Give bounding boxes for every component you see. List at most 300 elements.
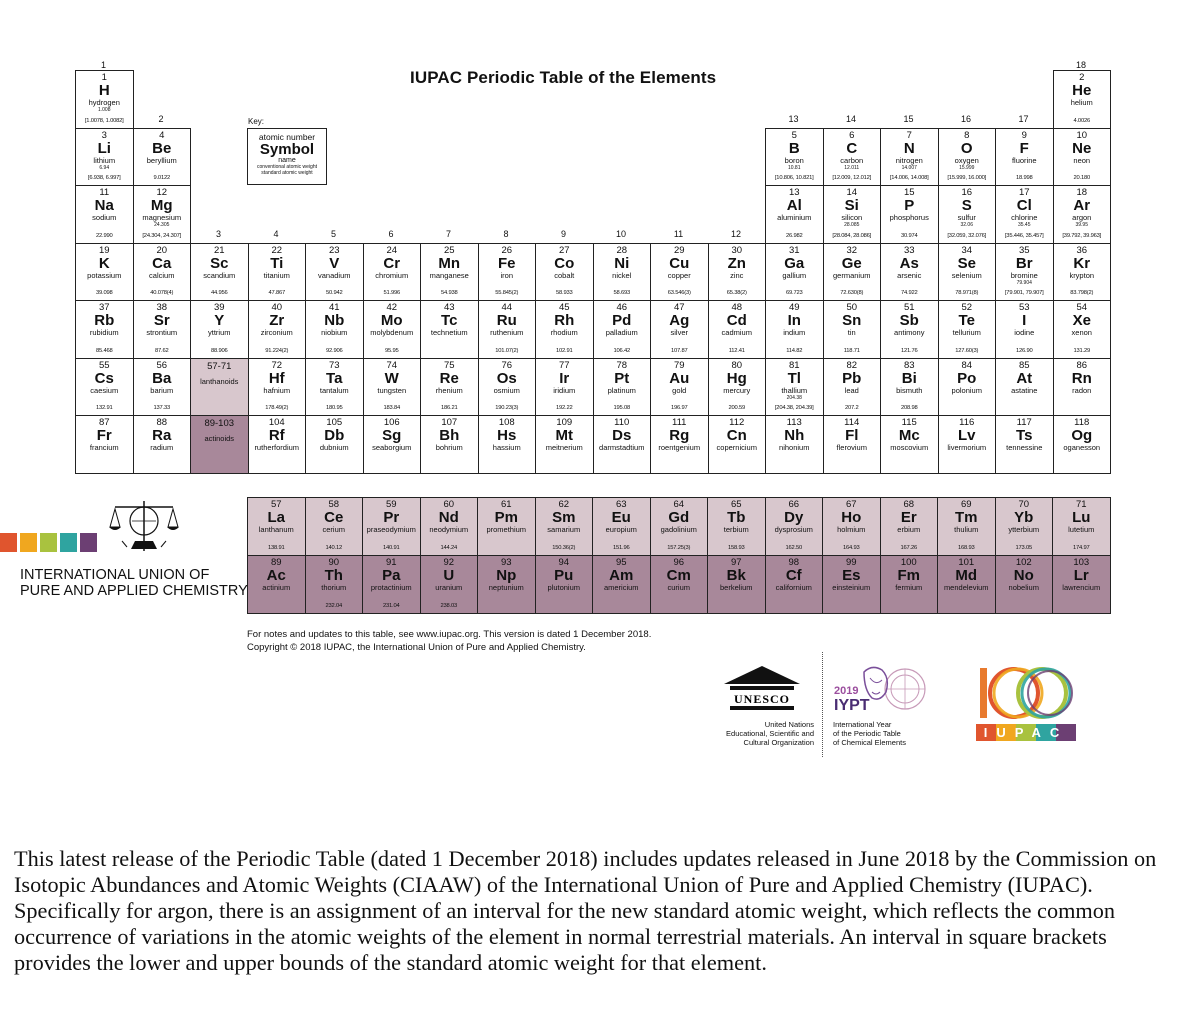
conventional-weight: 14.007 [901, 164, 917, 171]
element-name: californium [775, 583, 812, 592]
atomic-number: 26 [501, 244, 513, 256]
element-symbol: Cm [666, 567, 691, 584]
element-cell-tm [937, 497, 996, 556]
atomic-number: 111 [672, 417, 687, 428]
element-name: praseodymium [366, 525, 416, 534]
atomic-number: 77 [558, 359, 570, 371]
element-cell-rg [650, 415, 709, 474]
unesco-logo [700, 662, 820, 718]
element-symbol: Al [786, 197, 802, 214]
element-symbol: Si [844, 197, 859, 214]
element-name: phosphorus [889, 213, 929, 222]
element-symbol: Ce [324, 509, 344, 526]
atomic-number: 112 [729, 417, 745, 428]
element-name: hassium [492, 443, 521, 452]
element-symbol: Bi [901, 369, 917, 387]
atomic-number: 76 [501, 359, 513, 371]
element-symbol: Po [957, 369, 977, 387]
element-name: europium [605, 525, 637, 534]
atomic-weight: 131.29 [1073, 347, 1091, 354]
atomic-number: 3 [101, 129, 107, 141]
atomic-weight: 186.21 [440, 405, 458, 411]
atomic-number: 85 [1018, 359, 1030, 371]
element-symbol: Np [496, 567, 517, 584]
element-symbol: Zn [727, 254, 746, 272]
atomic-number: 59 [385, 499, 397, 510]
atomic-weight: 114.82 [786, 347, 803, 354]
atomic-weight: [1.0078, 1.0082] [84, 117, 124, 124]
element-name: francium [89, 443, 119, 452]
group-label-7: 7 [445, 229, 451, 239]
group-label-13: 13 [788, 114, 799, 124]
element-cell-nb [305, 300, 364, 359]
element-cell-hs [478, 415, 537, 474]
element-name: rubidium [89, 328, 119, 337]
element-symbol: I [1022, 312, 1027, 329]
atomic-number: 6 [849, 129, 855, 141]
element-symbol: Db [324, 427, 345, 444]
element-cell-pd [593, 300, 652, 359]
iypt-abbr: IYPT [834, 697, 870, 714]
element-symbol: Cn [726, 427, 747, 444]
atomic-number: 73 [328, 359, 340, 371]
strip-segment [60, 533, 77, 552]
element-name: dysprosium [774, 525, 813, 534]
atomic-weight: 192.22 [555, 405, 573, 411]
element-symbol: Pm [494, 509, 518, 526]
key-atomic-number: atomic number [258, 132, 316, 142]
atomic-number: 94 [558, 557, 570, 568]
atomic-weight: 39.098 [95, 290, 113, 296]
element-cell-al [765, 185, 824, 244]
iypt-logo [832, 662, 928, 718]
element-symbol: Sc [210, 254, 229, 272]
atomic-weight: 65.38(2) [726, 290, 747, 296]
element-name: tellurium [952, 328, 981, 337]
element-name: chromium [375, 270, 409, 280]
atomic-number: 46 [616, 302, 628, 313]
element-symbol: Re [439, 369, 459, 387]
element-cell-ge [823, 243, 882, 302]
element-name: scandium [203, 270, 236, 280]
element-name: fluorine [1011, 155, 1037, 165]
atomic-number: 17 [1018, 187, 1030, 198]
atomic-weight: 112.41 [728, 347, 745, 354]
element-name: boron [784, 155, 804, 165]
atomic-number: 74 [386, 359, 398, 371]
element-name: samarium [547, 525, 581, 534]
element-symbol: Cu [669, 254, 690, 272]
element-symbol: Xe [1072, 312, 1091, 329]
element-name: iron [500, 270, 513, 280]
element-symbol: Yb [1014, 509, 1034, 526]
atomic-weight: 47.867 [268, 290, 286, 296]
atomic-weight: 183.84 [383, 405, 401, 411]
element-symbol: Sm [552, 509, 576, 526]
atomic-number: 90 [328, 557, 340, 568]
element-name: hydrogen [88, 98, 120, 107]
element-cell-dy [765, 497, 824, 556]
element-cell-no [995, 555, 1054, 614]
iypt-line: of the Periodic Table [833, 729, 901, 738]
table-notes [247, 628, 651, 654]
iypt-year: 2019 [834, 685, 859, 697]
atomic-weight: 91.224(2) [265, 347, 289, 354]
atomic-number: 34 [961, 244, 973, 256]
atomic-weight: 78.971(8) [955, 290, 979, 296]
element-name: antimony [894, 328, 925, 337]
element-symbol: Nh [784, 427, 805, 444]
element-cell-te [938, 300, 997, 359]
atomic-number: 38 [156, 302, 168, 313]
atomic-number: 101 [958, 557, 975, 568]
element-name: darmstadtium [599, 443, 645, 452]
element-symbol: Br [1015, 254, 1033, 272]
atomic-number: 14 [846, 187, 858, 198]
element-name: lutetium [1068, 525, 1095, 534]
element-name: bohrium [435, 443, 463, 452]
element-symbol: Co [554, 254, 575, 272]
element-name: nitrogen [895, 155, 923, 165]
element-symbol: Cl [1016, 197, 1032, 214]
element-symbol: Pa [382, 567, 401, 584]
element-symbol: Au [669, 369, 690, 387]
atomic-number: 4 [159, 129, 165, 141]
element-cell-gd [650, 497, 709, 556]
atomic-number: 70 [1018, 499, 1030, 510]
atomic-number: 7 [906, 129, 912, 141]
element-cell-nd [420, 497, 479, 556]
element-cell-cf [765, 555, 824, 614]
atomic-weight: 138.91 [267, 544, 285, 551]
group-label-1: 1 [100, 60, 106, 70]
strip-segment [40, 533, 57, 552]
strip-segment [20, 533, 37, 552]
atomic-weight: 167.26 [900, 544, 918, 551]
element-name: technetium [430, 328, 468, 337]
element-name: ruthenium [490, 328, 524, 337]
element-cell-pr [362, 497, 421, 556]
atomic-weight: 144.24 [440, 544, 458, 551]
element-name: fermium [895, 583, 923, 592]
element-symbol: Lv [957, 427, 976, 444]
element-cell-pb [823, 358, 882, 417]
atomic-number: 109 [556, 417, 573, 428]
atomic-number: 55 [98, 359, 110, 371]
element-cell-na [75, 185, 134, 244]
element-cell-np [477, 555, 536, 614]
element-cell-ac [247, 555, 306, 614]
element-cell-y [190, 300, 249, 359]
element-name: silver [670, 328, 688, 337]
element-symbol: Hf [268, 369, 285, 387]
element-name: krypton [1069, 270, 1095, 280]
atomic-weight: 72.630(8) [840, 290, 864, 296]
atomic-number: 115 [901, 417, 917, 428]
atomic-number: 10 [1076, 129, 1088, 141]
conventional-weight: 24.305 [154, 222, 170, 228]
element-symbol: Ra [152, 427, 172, 444]
iypt-line: of Chemical Elements [833, 738, 906, 747]
iypt-line: International Year [833, 720, 892, 729]
lanthanoids-placeholder [190, 358, 249, 417]
atomic-number: 108 [498, 417, 515, 428]
element-symbol: Sb [899, 312, 919, 329]
element-name: magnesium [142, 213, 182, 222]
conventional-weight: 15.999 [959, 164, 975, 171]
element-cell-be [133, 128, 192, 187]
element-cell-cd [708, 300, 767, 359]
element-symbol: Ta [326, 369, 343, 387]
atomic-number: 2 [1079, 72, 1085, 83]
element-symbol: Kr [1073, 254, 1091, 272]
atomic-weight: 107.87 [670, 347, 688, 354]
element-cell-se [938, 243, 997, 302]
strip-segment [80, 533, 97, 552]
element-name: selenium [951, 270, 982, 280]
element-name: zinc [730, 270, 744, 280]
element-cell-cu [650, 243, 709, 302]
atomic-weight: 22.990 [95, 232, 113, 239]
iupac-100-number: 100 [1025, 666, 1027, 667]
element-symbol: Ru [496, 312, 517, 329]
element-name: cobalt [554, 270, 575, 280]
atomic-number: 23 [328, 244, 340, 256]
iupac-emblem-icon [107, 497, 181, 555]
element-cell-ru [478, 300, 537, 359]
atomic-weight: 132.91 [95, 405, 113, 411]
element-cell-th [305, 555, 364, 614]
element-name: moscovium [890, 443, 929, 452]
element-symbol: B [788, 139, 800, 157]
atomic-weight: 126.90 [1015, 347, 1033, 354]
element-symbol: Se [957, 254, 976, 272]
atomic-weight: 208.98 [900, 405, 918, 411]
group-label-12: 12 [730, 229, 741, 239]
element-cell-kr [1053, 243, 1112, 302]
atomic-number: 24 [386, 244, 398, 256]
element-cell-lv [938, 415, 997, 474]
element-name: silicon [841, 213, 863, 222]
element-name: strontium [146, 328, 178, 337]
element-name: mercury [723, 385, 751, 395]
atomic-weight: 18.998 [1015, 175, 1033, 181]
element-symbol: Li [97, 139, 111, 157]
element-name: zirconium [260, 328, 293, 337]
atomic-number: 57 [270, 499, 282, 510]
element-symbol: Pt [614, 369, 630, 387]
element-symbol: Os [496, 369, 517, 387]
element-cell-au [650, 358, 709, 417]
group-label-17: 17 [1018, 114, 1029, 124]
element-cell-tc [420, 300, 479, 359]
group-label-18: 18 [1075, 60, 1086, 70]
element-name: sodium [92, 213, 117, 222]
element-cell-cm [650, 555, 709, 614]
element-name: roentgenium [658, 443, 701, 452]
atomic-weight: 195.08 [613, 405, 631, 411]
element-symbol: Tb [727, 509, 746, 526]
element-name: nihonium [779, 443, 810, 452]
element-symbol: Hg [726, 369, 747, 387]
unesco-line: Educational, Scientific and [726, 729, 814, 738]
element-symbol: Tm [955, 509, 978, 526]
element-symbol: Te [958, 312, 975, 329]
element-cell-eu [592, 497, 651, 556]
element-name: holmium [837, 525, 866, 534]
element-cell-o [938, 128, 997, 187]
element-name: tungsten [377, 385, 407, 395]
atomic-number: 67 [845, 499, 857, 510]
element-symbol: Rb [94, 312, 115, 329]
element-cell-fm [880, 555, 939, 614]
atomic-weight: 58.693 [613, 290, 631, 296]
element-cell-tl [765, 358, 824, 417]
atomic-number: 51 [903, 302, 915, 313]
element-name: polonium [951, 385, 982, 395]
atomic-number: 54 [1076, 302, 1088, 313]
atomic-number: 36 [1076, 244, 1088, 256]
element-symbol: Cd [726, 312, 747, 329]
element-symbol: Mt [555, 427, 573, 444]
conventional-weight: 39.95 [1075, 222, 1088, 228]
element-cell-ho [822, 497, 881, 556]
atomic-number: 27 [558, 244, 570, 256]
atomic-number: 20 [156, 244, 168, 256]
element-symbol: Rn [1071, 369, 1092, 387]
element-cell-fe [478, 243, 537, 302]
element-name: ytterbium [1008, 525, 1040, 534]
atomic-weight: 101.07(2) [495, 347, 519, 354]
atomic-number: 25 [443, 244, 455, 256]
atomic-number: 72 [271, 359, 283, 371]
element-name: arsenic [897, 270, 922, 280]
element-name: beryllium [146, 155, 177, 165]
atomic-weight: [79.901, 79.907] [1004, 290, 1044, 296]
atomic-number: 58 [328, 499, 340, 510]
element-name: meitnerium [545, 443, 583, 452]
element-symbol: F [1019, 139, 1029, 157]
key-conventional-weight: conventional atomic weight [256, 164, 318, 170]
element-cell-ga [765, 243, 824, 302]
group-label-3: 3 [215, 229, 221, 239]
element-symbol: Rh [554, 312, 575, 329]
atomic-number: 47 [673, 302, 685, 313]
notes-line: For notes and updates to this table, see www.iupac.org. This version is dated 1 December 2018. [247, 629, 652, 640]
atomic-number: 89 [270, 557, 282, 568]
atomic-number: 71 [1075, 499, 1087, 510]
element-symbol: No [1013, 567, 1034, 584]
element-symbol: Nb [324, 312, 345, 329]
element-symbol: Ga [784, 254, 805, 272]
conventional-weight: 79.904 [1016, 279, 1032, 286]
element-cell-br [995, 243, 1054, 302]
element-symbol: At [1016, 369, 1033, 387]
atomic-number: 100 [900, 557, 917, 568]
element-symbol: Tl [787, 369, 801, 387]
group-label-9: 9 [560, 229, 566, 239]
group-label-16: 16 [960, 114, 971, 124]
atomic-number: 5 [791, 129, 797, 141]
element-name: platinum [607, 385, 636, 395]
unesco-line: Cultural Organization [743, 738, 814, 747]
element-cell-u [420, 555, 479, 614]
element-name: cerium [322, 525, 345, 534]
element-cell-pt [593, 358, 652, 417]
conventional-weight: 1.008 [97, 107, 111, 113]
iupac-name-line: INTERNATIONAL UNION OF [20, 567, 210, 583]
atomic-weight: 200.59 [728, 405, 746, 411]
conventional-weight: 35.45 [1017, 222, 1031, 228]
atomic-number: 43 [443, 302, 455, 313]
element-cell-cr [363, 243, 422, 302]
atomic-number: 15 [903, 187, 915, 198]
atomic-number: 37 [98, 302, 110, 313]
element-symbol: Cr [383, 254, 401, 272]
atomic-weight: 85.468 [95, 347, 113, 354]
element-name: osmium [493, 385, 520, 395]
element-symbol: Tc [441, 312, 458, 329]
element-name: erbium [897, 525, 921, 534]
copyright-line: Copyright © 2018 IUPAC, the International Union of Pure and Applied Chemistry. [247, 642, 586, 653]
element-symbol: Dy [784, 509, 804, 526]
element-symbol: Y [214, 312, 225, 329]
atomic-weight: [14.006, 14.008] [889, 175, 929, 181]
atomic-number: 53 [1018, 302, 1030, 313]
element-symbol: Ti [270, 254, 284, 272]
atomic-weight: 180.95 [325, 405, 343, 411]
element-symbol: Md [955, 567, 978, 584]
group-label-15: 15 [903, 114, 914, 124]
element-cell-v [305, 243, 364, 302]
element-symbol: Mc [898, 427, 920, 444]
logo-divider [822, 652, 823, 757]
element-cell-in [765, 300, 824, 359]
atomic-weight: 55.845(2) [495, 290, 519, 296]
atomic-weight: 140.91 [382, 544, 400, 551]
atomic-number: 31 [788, 244, 800, 256]
element-symbol: Lr [1073, 567, 1089, 584]
page-title: IUPAC Periodic Table of the Elements [410, 68, 717, 87]
element-name: oganesson [1063, 443, 1101, 452]
element-cell-at [995, 358, 1054, 417]
element-name: bromine [1010, 270, 1038, 280]
element-symbol: Er [900, 509, 917, 526]
atomic-weight: 83.798(2) [1070, 290, 1094, 296]
atomic-weight: 50.942 [325, 290, 343, 296]
iupac-name-line: PURE AND APPLIED CHEMISTRY [20, 583, 248, 599]
element-cell-fr [75, 415, 134, 474]
element-name: rhenium [435, 385, 463, 395]
atomic-weight: 20.180 [1073, 175, 1091, 181]
element-symbol: Ba [152, 369, 172, 387]
element-cell-bk [707, 555, 766, 614]
element-name: chlorine [1011, 213, 1038, 222]
element-symbol: Hs [497, 427, 517, 444]
element-symbol: Pd [612, 312, 632, 329]
atomic-weight: 157.25(3) [667, 544, 691, 551]
atomic-number: 16 [961, 187, 973, 198]
element-cell-hg [708, 358, 767, 417]
element-name: actinium [262, 583, 291, 592]
atomic-number: 62 [558, 499, 570, 510]
element-symbol: Gd [668, 509, 690, 526]
atomic-weight: 174.97 [1072, 544, 1090, 551]
element-cell-pu [535, 555, 594, 614]
atomic-number: 80 [731, 359, 743, 371]
atomic-number: 65 [730, 499, 742, 510]
atomic-number: 13 [788, 187, 800, 198]
